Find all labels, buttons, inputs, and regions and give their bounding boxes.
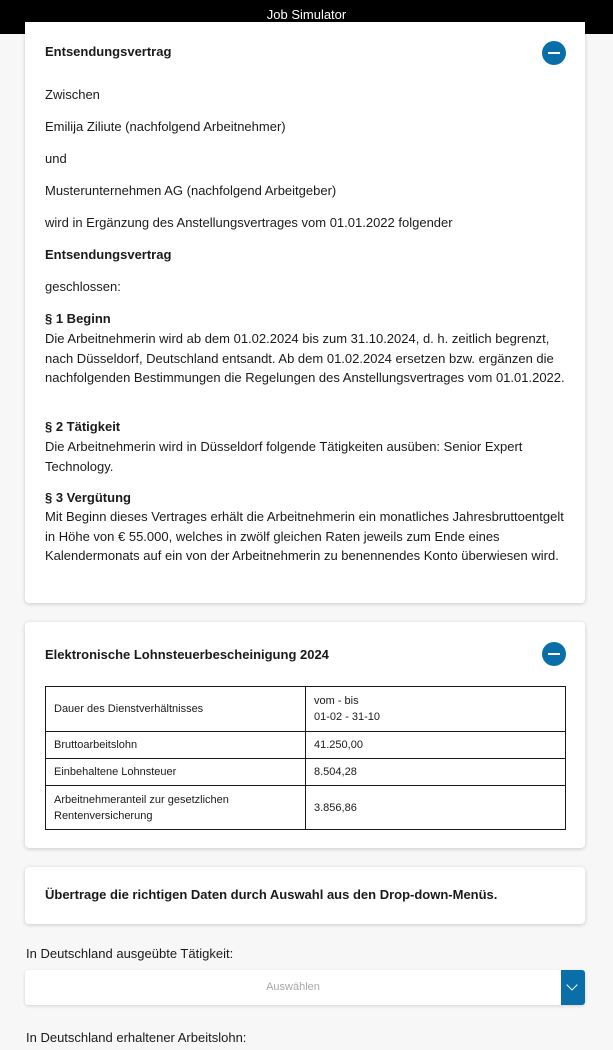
section-1-text: Die Arbeitnehmerin wird ab dem 01.02.2024 bis zum 31.10.2024, d. h. zeitlich begrenzt, nach Düsseldorf, Deutschland entsandt. Ab dem 01.02.2024 ersetzen bzw. ergänzen die nachfolgenden Bestimmungen die Regelungen des Anstellungsvertrages vom 01.01.2022. <box>45 331 565 385</box>
contract-text-supplement: wird in Ergänzung des Anstellungsvertrages vom 01.01.2022 folgender <box>45 215 453 230</box>
contract-text-and: und <box>45 151 67 166</box>
section-3-title: § 3 Vergütung <box>45 490 131 505</box>
table-cell-label: Bruttoarbeitslohn <box>46 732 306 759</box>
table-cell-value: 41.250,00 <box>306 732 566 759</box>
wage-label: In Deutschland erhaltener Arbeitslohn: <box>26 1030 247 1045</box>
contract-text-concluded: geschlossen: <box>45 279 121 294</box>
contract-card <box>25 22 585 603</box>
table-cell-value: 8.504,28 <box>306 759 566 786</box>
table-cell-label: Dauer des Dienstverhältnisses <box>46 687 306 732</box>
contract-text-between: Zwischen <box>45 87 100 102</box>
tax-certificate-card <box>25 622 585 848</box>
section-3-text: Mit Beginn dieses Vertrages erhält die Arbeitnehmerin ein monatliches Jahresbruttoentgelt in Höhe von € 55.000, welches in zwölf gleichen Raten jeweils zum Ende eines Kalendermonats auf ein von der Arbeitnehmerin zu benennendes Konto überwiesen wird. <box>45 509 564 563</box>
table-cell-value: 3.856,86 <box>306 786 566 830</box>
table-cell-value <box>306 687 566 732</box>
collapse-contract-minus-icon[interactable] <box>542 41 566 65</box>
section-2-title: § 2 Tätigkeit <box>45 419 121 434</box>
contract-text-employer: Musterunternehmen AG (nachfolgend Arbeitgeber) <box>45 183 337 198</box>
chevron-down-icon[interactable] <box>561 970 585 1005</box>
table-row <box>46 786 566 830</box>
activity-dropdown-value: Auswählen <box>266 981 320 993</box>
activity-dropdown[interactable] <box>25 970 585 1005</box>
section-2-text: Die Arbeitnehmerin wird in Düsseldorf folgende Tätigkeiten ausüben: Senior Expert Technology. <box>45 439 523 474</box>
table-row <box>46 687 566 732</box>
instruction-card <box>25 867 585 924</box>
activity-label: In Deutschland ausgeübte Tätigkeit: <box>26 946 234 961</box>
table-row <box>46 759 566 786</box>
table-cell-value-line2: 01-02 - 31-10 <box>314 711 381 723</box>
contract-card-title: Entsendungsvertrag <box>45 44 172 59</box>
section-1-title: § 1 Beginn <box>45 311 111 326</box>
contract-text-heading: Entsendungsvertrag <box>45 247 172 262</box>
app-title: Job Simulator <box>266 7 347 22</box>
table-cell-label: Einbehaltene Lohnsteuer <box>46 759 306 786</box>
table-cell-label: Arbeitnehmeranteil zur gesetzlichen Rentenversicherung <box>46 786 306 830</box>
instruction-text: Übertrage die richtigen Daten durch Auswahl aus den Drop-down-Menüs. <box>45 887 498 902</box>
collapse-certificate-minus-icon[interactable] <box>542 642 566 666</box>
tax-certificate-title: Elektronische Lohnsteuerbescheinigung 2024 <box>45 647 329 662</box>
table-cell-value-line1: vom - bis <box>314 695 359 707</box>
tax-certificate-table <box>45 686 566 830</box>
contract-text-employee: Emilija Ziliute (nachfolgend Arbeitnehmer) <box>45 119 286 134</box>
table-row <box>46 732 566 759</box>
